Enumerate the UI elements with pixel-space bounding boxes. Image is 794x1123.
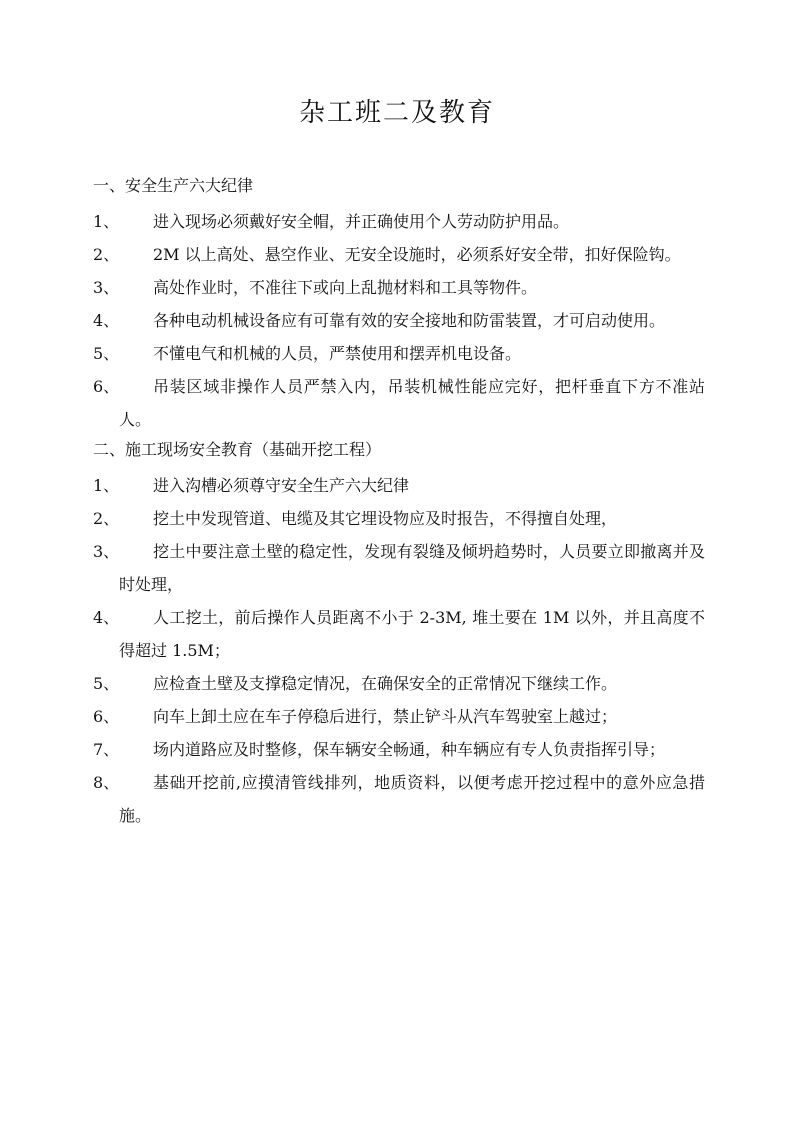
document-body <box>93 172 705 832</box>
list-item <box>93 535 705 601</box>
page-title: 杂工班二及教育 <box>298 98 495 128</box>
item-text: 人工挖土，前后操作人员距离不小于 2-3M, 堆土要在 1M 以外，并且高度不得超过 1.5M； <box>119 608 705 660</box>
list-item <box>93 304 705 337</box>
list-item <box>93 502 705 535</box>
item-number: 6、 <box>93 377 120 396</box>
item-text: 不懂电气和机械的人员，严禁使用和摆弄机电设备。 <box>153 344 522 363</box>
list-item <box>93 205 705 238</box>
list-item <box>93 271 705 304</box>
item-number: 6、 <box>93 707 120 726</box>
item-number: 8、 <box>93 773 120 792</box>
item-text: 进入现场必须戴好安全帽，并正确使用个人劳动防护用品。 <box>153 212 570 231</box>
item-text: 挖土中要注意土壁的稳定性，发现有裂缝及倾坍趋势时，人员要立即撤离并及时处理， <box>119 542 705 594</box>
list-item <box>93 337 705 370</box>
item-number: 3、 <box>93 278 120 297</box>
item-number: 5、 <box>93 344 120 363</box>
list-item <box>93 766 705 832</box>
item-number: 1、 <box>93 476 120 495</box>
list-item <box>93 700 705 733</box>
list-item <box>93 370 705 436</box>
item-text: 2M 以上高处、悬空作业、无安全设施时，必须系好安全带，扣好保险钩。 <box>153 245 681 264</box>
item-text: 向车上卸土应在车子停稳后进行，禁止铲斗从汽车驾驶室上越过； <box>153 707 618 726</box>
item-text: 高处作业时，不准往下或向上乱抛材料和工具等物件。 <box>153 278 538 297</box>
item-number: 4、 <box>93 311 120 330</box>
item-number: 2、 <box>93 245 120 264</box>
item-number: 2、 <box>93 509 120 528</box>
list-item <box>93 238 705 271</box>
item-text: 应检查土壁及支撑稳定情况，在确保安全的正常情况下继续工作。 <box>153 674 618 693</box>
section-heading: 一、安全生产六大纪律 <box>93 176 254 195</box>
section-heading: 二、施工现场安全教育（基础开挖工程） <box>93 440 382 459</box>
list-item <box>93 601 705 667</box>
item-text: 基础开挖前,应摸清管线排列，地质资料，以便考虑开挖过程中的意外应急措施。 <box>119 773 705 825</box>
list-item <box>93 469 705 502</box>
item-text: 各种电动机械设备应有可靠有效的安全接地和防雷装置，才可启动使用。 <box>153 311 666 330</box>
item-number: 5、 <box>93 674 120 693</box>
list-item <box>93 733 705 766</box>
item-number: 1、 <box>93 212 120 231</box>
item-number: 7、 <box>93 740 120 759</box>
item-text: 进入沟槽必须尊守安全生产六大纪律 <box>153 476 410 495</box>
item-text: 挖土中发现管道、电缆及其它埋设物应及时报告，不得擅自处理， <box>153 509 618 528</box>
item-number: 3、 <box>93 542 120 561</box>
list-item <box>93 667 705 700</box>
item-text: 吊装区域非操作人员严禁入内，吊装机械性能应完好，把杆垂直下方不准站人。 <box>119 377 705 429</box>
item-text: 场内道路应及时整修，保车辆安全畅通，种车辆应有专人负责指挥引导； <box>153 740 666 759</box>
item-number: 4、 <box>93 608 120 627</box>
